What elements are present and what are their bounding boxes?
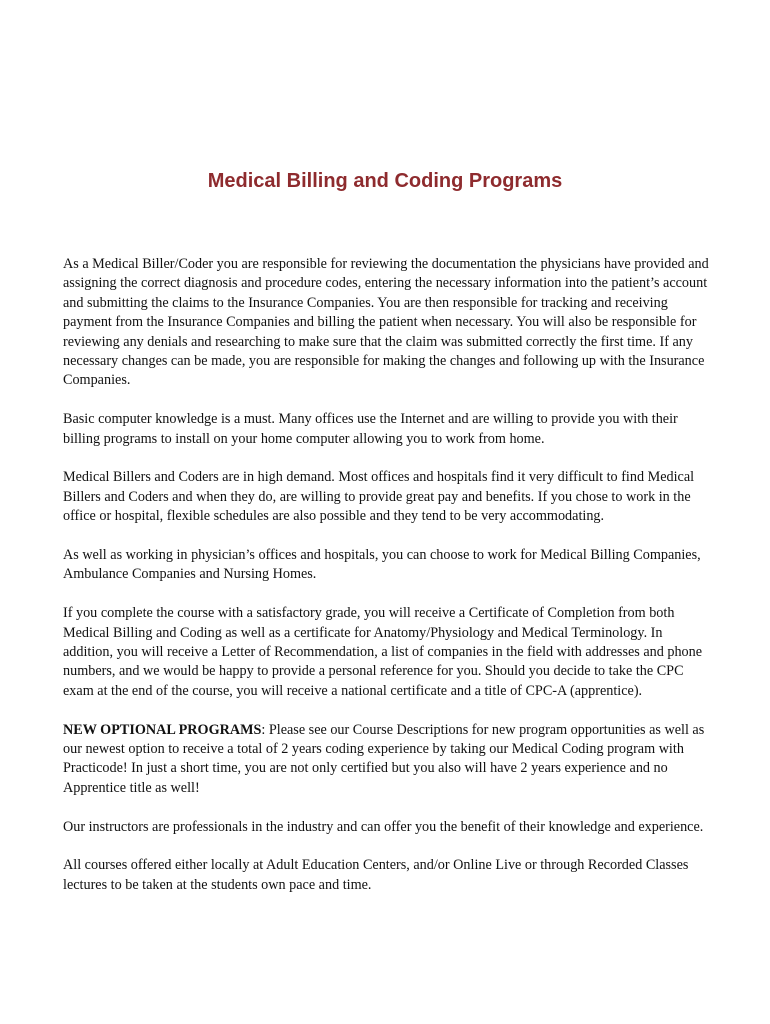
paragraph-instructors: Our instructors are professionals in the industry and can offer you the benefit of their knowledge and experience. [63,818,704,835]
paragraph-computer-knowledge: Basic computer knowledge is a must. Many offices use the Internet and are willing to provide you with their billing programs to install on your home computer allowing you to work from home. [63,411,678,447]
paragraph-work-places: As well as working in physician’s offices and hospitals, you can choose to work for Medical Billing Companies, Ambulance Companies and Nursing Homes. [63,547,701,583]
optional-programs-text: : Please see our Course Descriptions for new program opportunities as well as our newest option to receive a total of 2 years coding experience by taking our Medical Coding program with Practicode! In just a short time, you are not only certified but you also will have 2 years experience and no Apprentice title as well! [63,721,705,796]
paragraph-optional-programs [63,721,711,799]
optional-programs-heading: NEW OPTIONAL PROGRAMS [63,721,262,738]
paragraph-role-description: As a Medical Biller/Coder you are responsible for reviewing the documentation the physicians have provided and assigning the correct diagnosis and procedure codes, entering the necessary information into the patient’s account and submitting the claims to the Insurance Companies. You are then responsible for tracking and receiving payment from the Insurance Companies and billing the patient when necessary. You will also be responsible for reviewing any denials and researching to make sure that the claim was submitted correctly the first time. If any necessary changes can be made, you are responsible for making the changes and following up with the Insurance Companies. [63,256,709,389]
document-body [63,255,711,915]
paragraph-course-delivery: All courses offered either locally at Adult Education Centers, and/or Online Live or through Recorded Classes lectures to be taken at the students own pace and time. [63,857,689,893]
paragraph-high-demand: Medical Billers and Coders are in high demand. Most offices and hospitals find it very difficult to find Medical Billers and Coders and when they do, are willing to provide great pay and benefits. If you chose to work in the office or hospital, flexible schedules are also possible and they tend to be very accommodating. [63,469,695,525]
page-title: Medical Billing and Coding Programs [207,170,563,192]
paragraph-certificates: If you complete the course with a satisfactory grade, you will receive a Certificate of Completion from both Medical Billing and Coding as well as a certificate for Anatomy/Physiology and Medical Terminology. In addition, you will receive a Letter of Recommendation, a list of companies in the field with addresses and phone numbers, and we would be happy to provide a personal reference for you. Should you decide to take the CPC exam at the end of the course, you will receive a national certificate and a title of CPC-A (apprentice). [63,605,703,699]
